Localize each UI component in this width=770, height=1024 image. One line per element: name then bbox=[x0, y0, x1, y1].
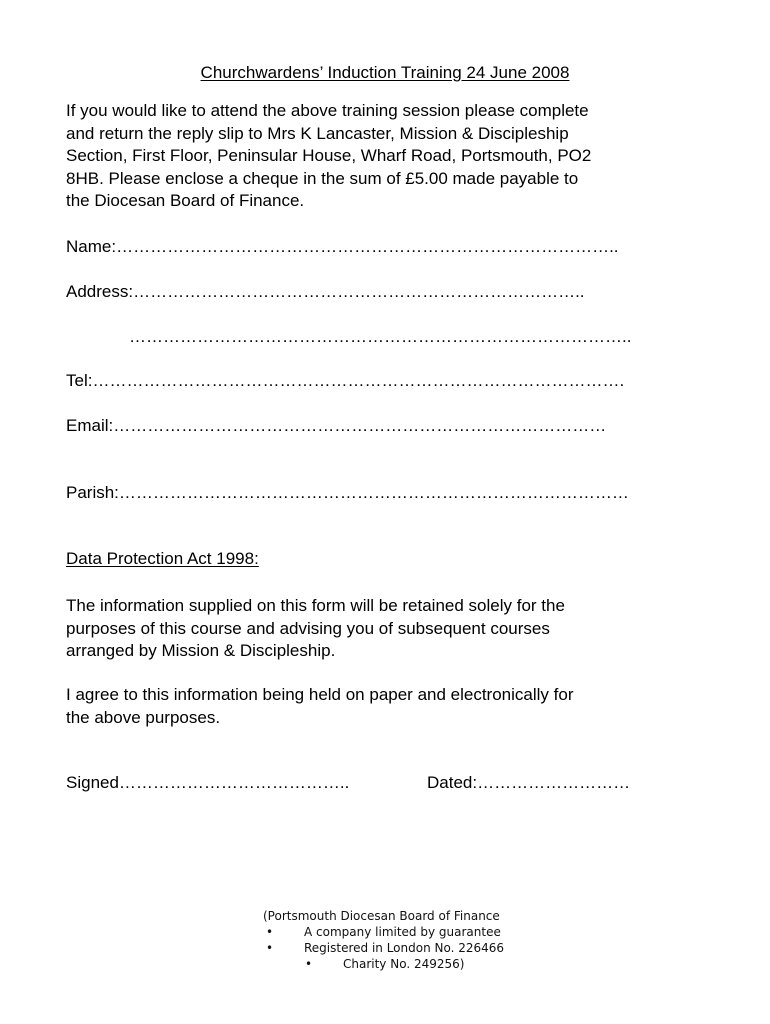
intro-line: 8HB. Please enclose a cheque in the sum of £5.00 made payable to bbox=[66, 168, 579, 188]
signed-field: Signed………………………………….. bbox=[66, 773, 350, 792]
email-field: Email:…………………………………………………………………………… bbox=[66, 416, 607, 435]
signature-row bbox=[66, 773, 631, 793]
intro-line: If you would like to attend the above training session please complete bbox=[66, 101, 589, 120]
parish-field: Parish:……………………………………………………………………………… bbox=[66, 483, 629, 502]
name-field: Name:…………………………………………………………………………….. bbox=[66, 237, 619, 256]
data-protection-heading: Data Protection Act 1998: bbox=[66, 549, 259, 568]
dated-field: Dated:……………………… bbox=[427, 773, 631, 792]
bullet-icon: • bbox=[305, 957, 313, 971]
address-line2-field: …………………………………………………………………………….. bbox=[129, 327, 632, 346]
bullet-icon: • bbox=[266, 925, 274, 939]
consent-paragraph bbox=[66, 684, 716, 729]
intro-line: and return the reply slip to Mrs K Lancaster, Mission & Discipleship bbox=[66, 123, 569, 143]
footer-bullet-item bbox=[305, 956, 464, 972]
footer-line: (Portsmouth Diocesan Board of Finance bbox=[263, 909, 500, 923]
page-title: Churchwardens’ Induction Training 24 June 2008 bbox=[200, 63, 570, 82]
dp-line: The information supplied on this form will be retained solely for the bbox=[66, 596, 565, 615]
dp-line: arranged by Mission & Discipleship. bbox=[66, 641, 336, 661]
tel-field: Tel:…………………………………………………………………………………. bbox=[66, 371, 625, 390]
footer-line: Charity No. 249256) bbox=[343, 957, 465, 971]
address-field: Address:…………………………………………………………………….. bbox=[66, 282, 585, 301]
intro-paragraph bbox=[66, 100, 716, 213]
data-protection-paragraph bbox=[66, 595, 716, 663]
footer-line: A company limited by guarantee bbox=[304, 925, 501, 939]
footer-line: Registered in London No. 226466 bbox=[304, 941, 505, 955]
intro-line: the Diocesan Board of Finance. bbox=[66, 191, 305, 211]
footer-bullet-item bbox=[266, 940, 504, 956]
dp-line: purposes of this course and advising you of subsequent courses bbox=[66, 618, 550, 638]
footer-bullet-item bbox=[266, 924, 501, 940]
intro-line: Section, First Floor, Peninsular House, Wharf Road, Portsmouth, PO2 bbox=[66, 146, 592, 166]
bullet-icon: • bbox=[266, 941, 274, 955]
consent-line: I agree to this information being held on paper and electronically for bbox=[66, 685, 574, 704]
consent-line: the above purposes. bbox=[66, 707, 221, 727]
